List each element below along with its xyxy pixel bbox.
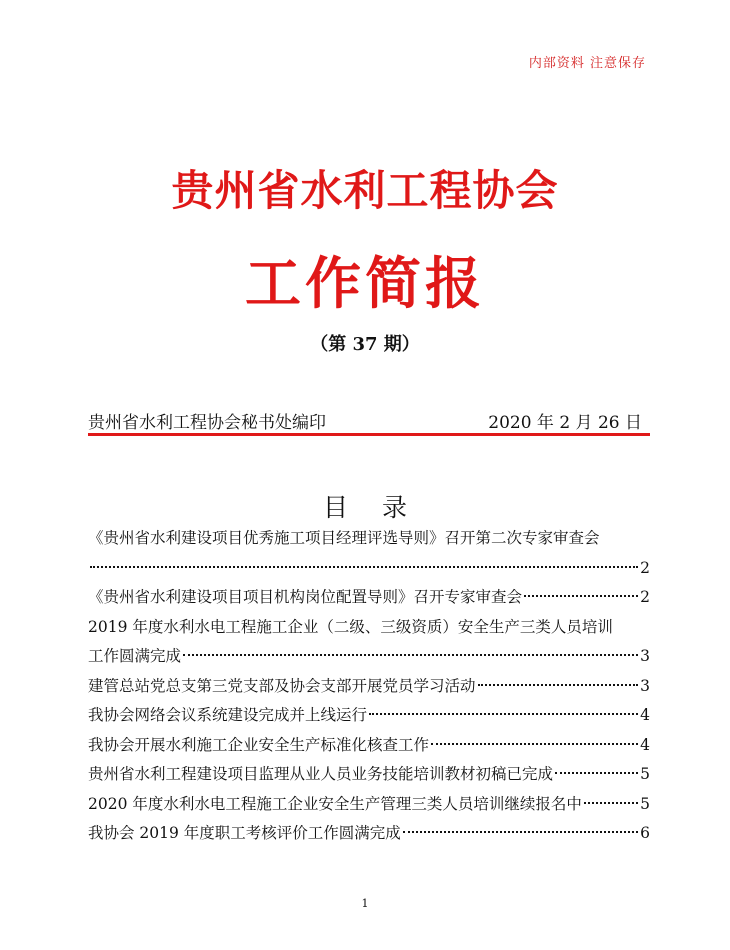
toc-leader-dots	[524, 595, 638, 597]
publish-date: 2020 年 2 月 26 日	[488, 413, 642, 433]
bulletin-title: 工作简报	[245, 251, 485, 317]
toc-entry[interactable]	[88, 701, 650, 731]
toc-entry-title: 贵州省水利工程建设项目监理从业人员业务技能培训教材初稿已完成	[88, 765, 554, 783]
toc-entry-title: 2020 年度水利水电工程施工企业安全生产管理三类人员培训继续报名中	[88, 794, 582, 813]
toc-entry-page: 5	[640, 794, 650, 813]
toc-entry-page: 4	[640, 706, 650, 724]
toc-entry[interactable]	[88, 672, 650, 702]
toc-entry-title: 《贵州省水利建设项目项目机构岗位配置导则》召开专家审查会	[88, 588, 523, 606]
toc-leader-dots	[403, 831, 638, 833]
toc-entry[interactable]	[88, 731, 650, 761]
publisher: 贵州省水利工程协会秘书处编印	[88, 413, 326, 433]
toc-leader-dots	[369, 713, 638, 715]
toc-entry-page: 3	[640, 647, 650, 665]
toc-entry-title: 我协会开展水利施工企业安全生产标准化核查工作	[88, 735, 430, 754]
toc-leader-dots	[478, 684, 638, 686]
page-number: 1	[361, 897, 369, 910]
toc-entry-page: 2	[640, 588, 650, 606]
toc-entry[interactable]	[88, 760, 650, 790]
toc-entry-title: 我协会网络会议系统建设完成并上线运行	[88, 706, 368, 724]
toc-entry-page: 6	[640, 824, 650, 842]
toc-entry[interactable]	[88, 790, 650, 820]
toc-leader-dots	[555, 772, 638, 774]
toc-entry-title: 2019 年度水利水电工程施工企业（二级、三级资质）安全生产三类人员培训	[88, 617, 613, 636]
toc-entry-page: 5	[640, 765, 650, 783]
toc-entry[interactable]	[88, 642, 650, 672]
toc-entry[interactable]	[88, 554, 650, 584]
toc-leader-dots	[584, 802, 638, 804]
toc-entry-title: 我协会 2019 年度职工考核评价工作圆满完成	[88, 824, 401, 842]
toc-leader-dots	[183, 654, 638, 656]
toc-entry-page: 4	[640, 735, 650, 754]
toc-leader-dots	[431, 743, 638, 745]
toc-entry-title: 《贵州省水利建设项目优秀施工项目经理评选导则》召开第二次专家审查会	[88, 529, 600, 547]
toc-entry[interactable]	[88, 613, 650, 643]
issue-number: （第 37 期）	[310, 334, 420, 355]
publication-meta	[88, 408, 642, 433]
toc-entry-page: 2	[640, 558, 650, 577]
toc-entry-page: 3	[640, 676, 650, 695]
toc-entry[interactable]	[88, 524, 650, 554]
toc-entry-title: 建管总站党总支第三党支部及协会支部开展党员学习活动	[88, 676, 476, 695]
confidential-stamp: 内部资料 注意保存	[528, 56, 646, 71]
toc-entry[interactable]	[88, 819, 650, 849]
toc-entry[interactable]	[88, 583, 650, 613]
organization-title: 贵州省水利工程协会	[171, 166, 559, 215]
table-of-contents	[88, 524, 650, 849]
toc-entry-title: 工作圆满完成	[88, 647, 182, 665]
toc-heading: 目录	[322, 493, 441, 522]
red-divider-line	[88, 433, 650, 436]
toc-leader-dots	[90, 566, 638, 568]
